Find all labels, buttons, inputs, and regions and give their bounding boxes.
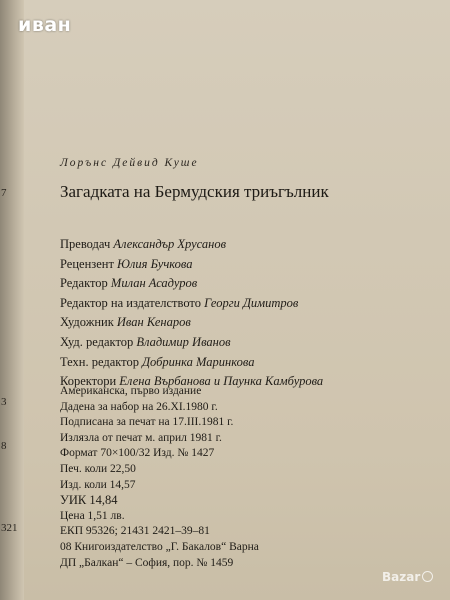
- publication-line: УИК 14,84: [60, 493, 118, 508]
- credit-role: Техн. редактор: [60, 354, 139, 369]
- credit-role: Коректори: [60, 374, 117, 389]
- credit-line: [60, 313, 440, 333]
- bazar-logo-text: Bazar: [382, 570, 421, 584]
- publication-line: Американска, първо издание: [60, 385, 202, 397]
- book-title: Загадката на Бермудския триъгълник: [60, 182, 329, 201]
- publication-line: 08 Книгоиздателство „Г. Бакалов“ Варна: [60, 540, 259, 553]
- credit-role: Художник: [60, 315, 114, 330]
- bazar-logo: [382, 570, 444, 592]
- credit-name: Иван Кенаров: [116, 315, 191, 330]
- credit-name: Георги Димитров: [204, 295, 299, 310]
- publication-info: [60, 384, 440, 571]
- credit-name: Владимир Иванов: [136, 334, 231, 349]
- credit-name: Елена Върбанова и Паунка Камбурова: [119, 374, 324, 389]
- credit-role: Редактор: [60, 276, 108, 291]
- credit-name: Милан Асадуров: [110, 276, 198, 291]
- credit-line: [60, 294, 440, 314]
- book-gutter: [0, 0, 24, 600]
- publication-line: Изд. коли 14,57: [60, 478, 136, 491]
- credits-list: [60, 235, 440, 392]
- credit-name: Александър Хрусанов: [113, 237, 226, 251]
- gutter-mark: 8: [1, 440, 7, 452]
- bazar-logo-icon: [422, 571, 433, 582]
- credit-line: [60, 353, 440, 373]
- credit-name: Добринка Маринкова: [142, 354, 255, 369]
- publication-line: Формат 70×100/32 Изд. № 1427: [60, 447, 215, 460]
- publication-line: Цена 1,51 лв.: [60, 509, 125, 522]
- publication-line: Подписана за печат на 17.III.1981 г.: [60, 416, 234, 429]
- credit-line: [60, 255, 440, 275]
- credit-name: Юлия Бучкова: [117, 256, 193, 271]
- credit-line: [60, 235, 440, 255]
- publication-line: Печ. коли 22,50: [60, 462, 136, 475]
- publication-line: Излязла от печат м. април 1981 г.: [60, 431, 222, 444]
- credit-role: Худ. редактор: [60, 334, 134, 349]
- publication-line: ЕКП 95326; 21431 2421–39–81: [60, 525, 210, 538]
- book-author: Лорънс Дейвид Куше: [60, 157, 199, 169]
- gutter-mark: 3: [1, 396, 7, 408]
- gutter-mark: 7: [1, 187, 7, 199]
- credit-role: Рецензент: [60, 256, 114, 271]
- publication-line: ДП „Балкан“ – София, пор. № 1459: [60, 556, 234, 569]
- credit-role: Преводач: [60, 237, 111, 251]
- watermark: иван: [18, 14, 72, 36]
- publication-line: Дадена за набор на 26.XI.1980 г.: [60, 400, 218, 413]
- credit-line: [60, 274, 440, 294]
- gutter-mark: 321: [1, 522, 18, 534]
- credit-role: Редактор на издателството: [60, 295, 201, 310]
- credit-line: [60, 333, 440, 353]
